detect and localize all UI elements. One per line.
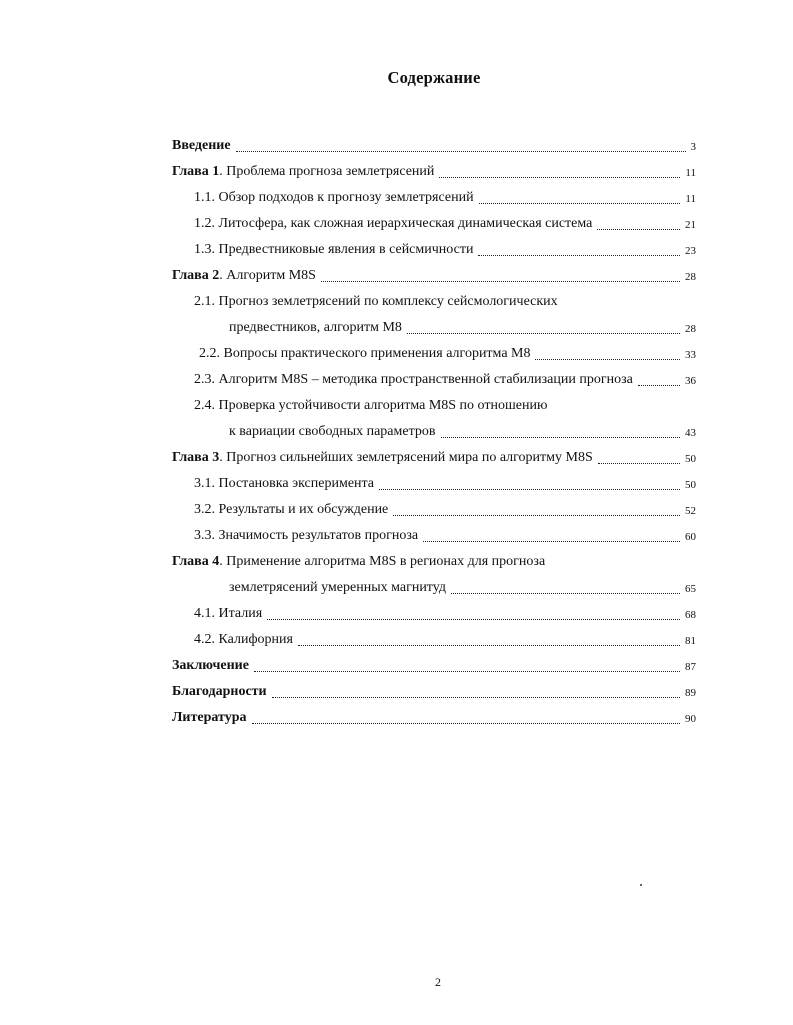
toc-entry-label: 3.2. Результаты и их обсуждение [194, 502, 389, 517]
toc-entry [0, 708, 793, 728]
toc-leader-dots [272, 685, 680, 698]
toc-entry-page: 50 [685, 453, 696, 465]
toc-entry-text [194, 474, 374, 494]
toc-entry-text [194, 370, 633, 390]
toc-entry-page: 33 [685, 349, 696, 361]
toc-leader-dots [252, 711, 681, 724]
toc-entry-page: 68 [685, 609, 696, 621]
toc-leader-dots [379, 477, 680, 490]
toc-entry-label: . Прогноз сильнейших землетрясений мира по алгоритму M8S [219, 450, 593, 465]
toc-leader-dots [423, 529, 680, 542]
toc-entry-label: 1.3. Предвестниковые явления в сейсмичности [194, 242, 474, 257]
toc-entry-page: 87 [685, 661, 696, 673]
toc-entry [0, 318, 793, 338]
toc-entry-label: 4.2. Калифорния [194, 632, 293, 647]
toc-entry-text [194, 240, 473, 260]
toc-entry [0, 370, 793, 390]
toc-entry [0, 344, 793, 364]
toc-entry-text [172, 552, 545, 572]
toc-entry-text [194, 630, 293, 650]
toc-entry-bold-label: Глава 4 [172, 554, 220, 569]
toc-entry [0, 240, 793, 260]
toc-entry-page: 23 [685, 245, 696, 257]
toc-entry-page: 11 [685, 193, 696, 205]
toc-entry-text [194, 604, 262, 624]
toc-leader-dots [439, 165, 680, 178]
toc-entry-label: 3.1. Постановка эксперимента [194, 476, 375, 491]
toc-entry-page: 65 [685, 583, 696, 595]
toc-entry-label: к вариации свободных параметров [229, 424, 436, 439]
toc-entry-page: 28 [685, 271, 696, 283]
toc-leader-dots [451, 581, 680, 594]
toc-entry-text [229, 578, 446, 598]
toc-entry-label: 2.1. Прогноз землетрясений по комплексу сейсмологических [194, 294, 558, 309]
toc-leader-dots [535, 347, 680, 360]
toc-entry [0, 188, 793, 208]
toc-entry-label: предвестников, алгоритм M8 [229, 320, 402, 335]
toc-entry-text [194, 526, 418, 546]
toc-entry-bold-label: Благодарности [172, 684, 267, 699]
toc-leader-dots [479, 191, 681, 204]
toc-entry [0, 474, 793, 494]
toc-entry-page: 81 [685, 635, 696, 647]
toc-entry [0, 552, 793, 572]
toc-entry-label: 3.3. Значимость результатов прогноза [194, 528, 419, 543]
toc-entry [0, 214, 793, 234]
toc-entry-text [172, 162, 434, 182]
toc-entry-text [229, 422, 436, 442]
toc-entry-label: 2.2. Вопросы практического применения алгоритма M8 [199, 346, 531, 361]
toc-entry [0, 500, 793, 520]
toc-entry-page: 28 [685, 323, 696, 335]
toc-entry-text [172, 266, 316, 286]
scan-speck [640, 884, 642, 886]
toc-entry-text [229, 318, 402, 338]
toc-entry [0, 604, 793, 624]
toc-entry-page: 43 [685, 427, 696, 439]
toc-entry-page: 89 [685, 687, 696, 699]
toc-entry-text [194, 292, 558, 312]
toc-entry [0, 526, 793, 546]
page-number: 2 [435, 975, 441, 989]
toc-entry-label: 1.1. Обзор подходов к прогнозу землетрясений [194, 190, 474, 205]
toc-entry-label: землетрясений умеренных магнитуд [229, 580, 446, 595]
toc-entry-page: 50 [685, 479, 696, 491]
toc-entry-page: 11 [685, 167, 696, 179]
toc-entry [0, 266, 793, 286]
toc-entry-page: 52 [685, 505, 696, 517]
toc-entry [0, 448, 793, 468]
toc-entry [0, 422, 793, 442]
toc-entry-label: . Проблема прогноза землетрясений [219, 164, 435, 179]
toc-entry-label: . Алгоритм M8S [219, 268, 316, 283]
toc-entry-text [194, 500, 388, 520]
toc-leader-dots [478, 243, 680, 256]
toc-entry-text [172, 682, 267, 702]
toc-entry-bold-label: Литература [172, 710, 247, 725]
toc-entry [0, 578, 793, 598]
toc-leader-dots [267, 607, 680, 620]
toc-entry-page: 3 [690, 141, 696, 153]
toc-entry [0, 630, 793, 650]
toc-entry-label: 4.1. Италия [194, 606, 263, 621]
toc-entry-text [172, 448, 593, 468]
page-title: Содержание [387, 68, 481, 87]
toc-leader-dots [407, 321, 680, 334]
toc-entry-page: 60 [685, 531, 696, 543]
toc-leader-dots [638, 373, 680, 386]
toc-entry-label: 1.2. Литосфера, как сложная иерархическая динамическая система [194, 216, 593, 231]
toc-leader-dots [598, 451, 680, 464]
toc-entry-label: 2.3. Алгоритм M8S – методика пространственной стабилизации прогноза [194, 372, 633, 387]
toc-entry [0, 162, 793, 182]
toc-entry-text [172, 708, 247, 728]
toc-entry-label: 2.4. Проверка устойчивости алгоритма M8S по отношению [194, 398, 548, 413]
toc-entry [0, 682, 793, 702]
toc-entry-bold-label: Глава 3 [172, 450, 220, 465]
toc-entry-page: 21 [685, 219, 696, 231]
toc-entry-text [199, 344, 530, 364]
toc-leader-dots [254, 659, 680, 672]
toc-entry-text [172, 656, 249, 676]
toc-entry [0, 656, 793, 676]
toc-leader-dots [597, 217, 680, 230]
toc-entry-text [194, 214, 592, 234]
toc-leader-dots [236, 139, 686, 152]
toc-entry-bold-label: Заключение [172, 658, 249, 673]
toc-entry-bold-label: Введение [172, 138, 231, 153]
toc-entry [0, 292, 793, 312]
toc-leader-dots [441, 425, 681, 438]
toc-entry-page: 36 [685, 375, 696, 387]
toc-leader-dots [393, 503, 680, 516]
toc-entry-bold-label: Глава 2 [172, 268, 220, 283]
toc-entry-text [194, 396, 547, 416]
toc-entry-page: 90 [685, 713, 696, 725]
toc-entry [0, 396, 793, 416]
toc-entry [0, 136, 793, 156]
toc-entry-bold-label: Глава 1 [172, 164, 220, 179]
toc-leader-dots [298, 633, 680, 646]
toc-entry-text [194, 188, 474, 208]
toc-entry-label: . Применение алгоритма M8S в регионах для прогноза [219, 554, 546, 569]
toc-leader-dots [321, 269, 680, 282]
toc-entry-text [172, 136, 231, 156]
